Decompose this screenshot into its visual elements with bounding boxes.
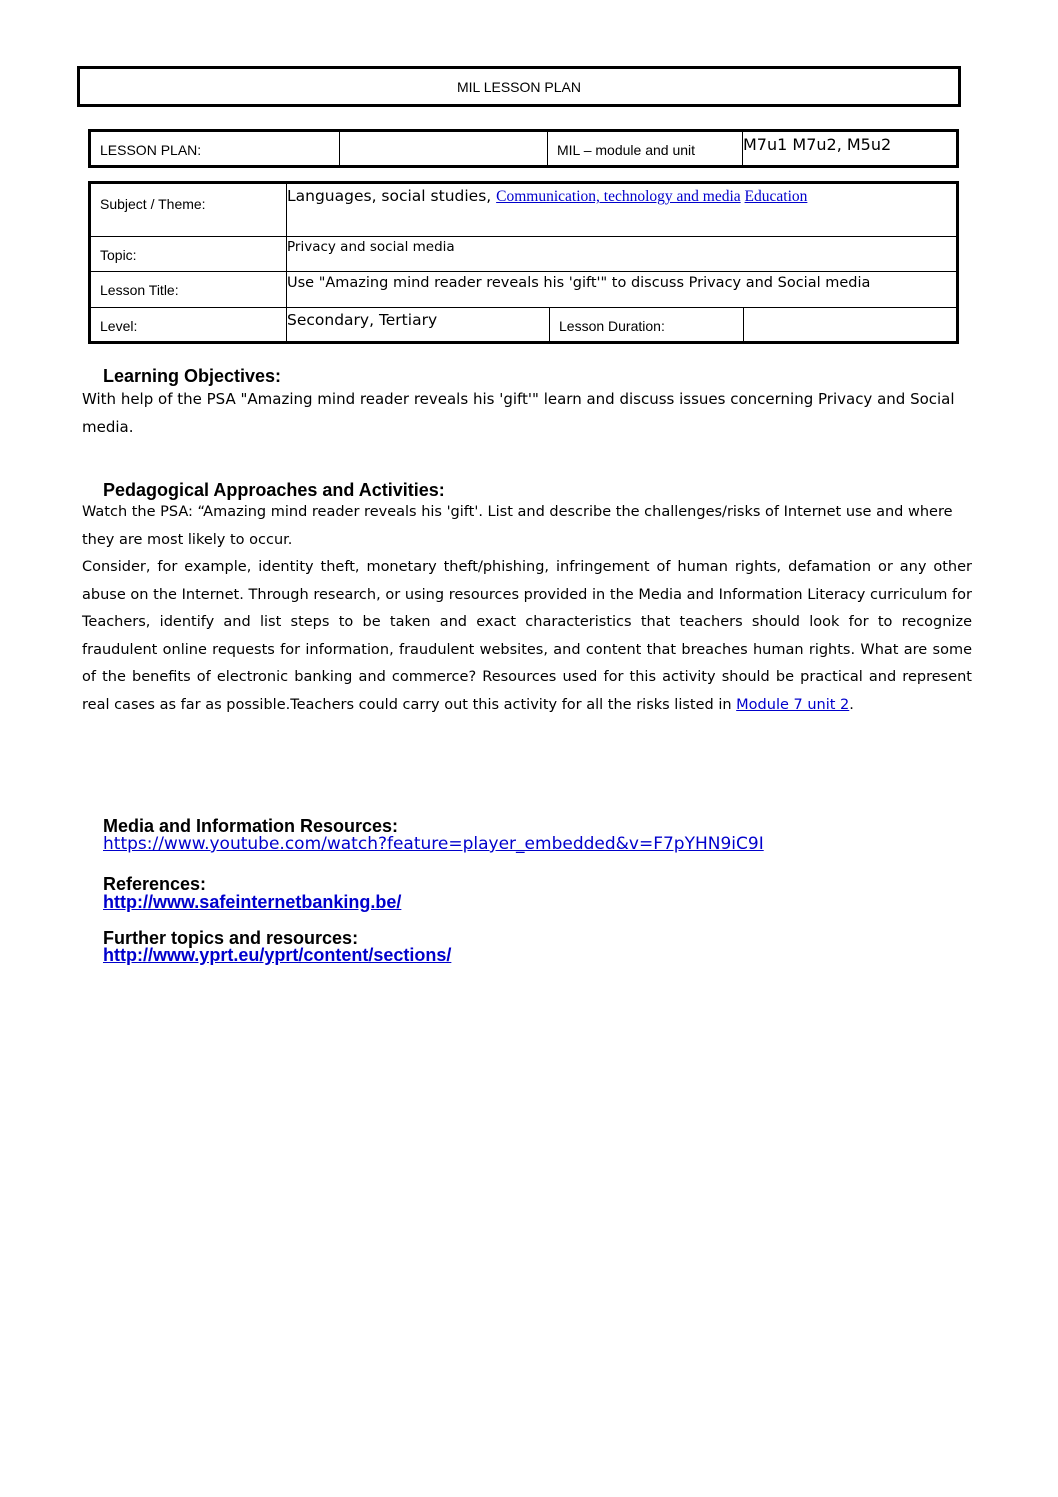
subject-text: Languages, social studies, — [287, 187, 497, 205]
pedagogical-para-2-tail: . — [849, 696, 854, 713]
media-resources-heading: Media and Information Resources: — [103, 816, 399, 836]
level-label: Level: — [100, 318, 138, 334]
pedagogical-para-2-text: Consider, for example, identity theft, monetary theft/phishing, infringement of human rights, defamation or any other abuse on the Internet. Through research, or using resources provided in the Media and Information Literacy curriculum for Teachers, identify and list steps to be taken and exact characteristics that teachers should look for to recognize fraudulent online requests for information, fraudulent websites, and content that breaches human rights. What are some of the benefits of electronic banking and commerce? Resources used for this activity should be practical and represent real cases as far as possible.Teachers could carry out this activity for all the risks listed in — [82, 559, 972, 713]
pedagogical-heading: Pedagogical Approaches and Activities: — [103, 480, 445, 500]
learning-objectives-heading: Learning Objectives: — [103, 366, 282, 386]
duration-label: Lesson Duration: — [559, 318, 665, 334]
level-row — [91, 308, 956, 344]
lesson-plan-label: LESSON PLAN: — [100, 142, 202, 158]
media-resources-link[interactable]: https://www.youtube.com/watch?feature=player_embedded&v=F7pYHN9iC9I — [103, 834, 764, 854]
learning-objectives-text: With help of the PSA "Amazing mind reader reveals his 'gift'" learn and discuss issues concerning Privacy and Social media. — [82, 390, 955, 436]
module-value: M7u1 M7u2, M5u2 — [743, 135, 892, 154]
module-label: MIL – module and unit — [557, 142, 696, 158]
topic-row — [91, 237, 956, 272]
subject-row — [91, 184, 956, 237]
references-heading: References: — [103, 874, 207, 894]
topic-value: Privacy and social media — [287, 239, 455, 255]
module-label-cell — [548, 132, 743, 165]
document-title-box — [77, 66, 961, 107]
lesson-title-value: Use "Amazing mind reader reveals his 'gift'" to discuss Privacy and Social media — [287, 275, 871, 291]
subject-link-education[interactable]: Education — [744, 188, 808, 205]
topic-label: Topic: — [100, 247, 137, 263]
subject-link-communication[interactable]: Communication, technology and media — [496, 188, 741, 205]
level-value: Secondary, Tertiary — [287, 311, 438, 329]
module-value-cell — [743, 132, 956, 165]
module-7-unit-2-link[interactable]: Module 7 unit 2 — [736, 696, 850, 713]
references-link[interactable]: http://www.safeinternetbanking.be/ — [103, 892, 402, 912]
lesson-details-table — [88, 181, 959, 344]
lesson-plan-value-cell — [340, 132, 548, 165]
document-title: MIL LESSON PLAN — [457, 79, 581, 95]
lesson-plan-label-cell — [91, 132, 340, 165]
further-topics-heading: Further topics and resources: — [103, 928, 359, 948]
pedagogical-para-2 — [82, 554, 972, 719]
duration-label-cell — [549, 308, 744, 344]
further-topics-link[interactable]: http://www.yprt.eu/yprt/content/sections/ — [103, 945, 452, 965]
lesson-title-row — [91, 272, 956, 308]
pedagogical-para-1: Watch the PSA: “Amazing mind reader reveals his 'gift'. List and describe the challenges/risks of Internet use and where they are most likely to occur. — [82, 504, 953, 548]
lesson-plan-header-table — [88, 129, 959, 168]
subject-label: Subject / Theme: — [100, 196, 206, 212]
lesson-title-label: Lesson Title: — [100, 282, 179, 298]
